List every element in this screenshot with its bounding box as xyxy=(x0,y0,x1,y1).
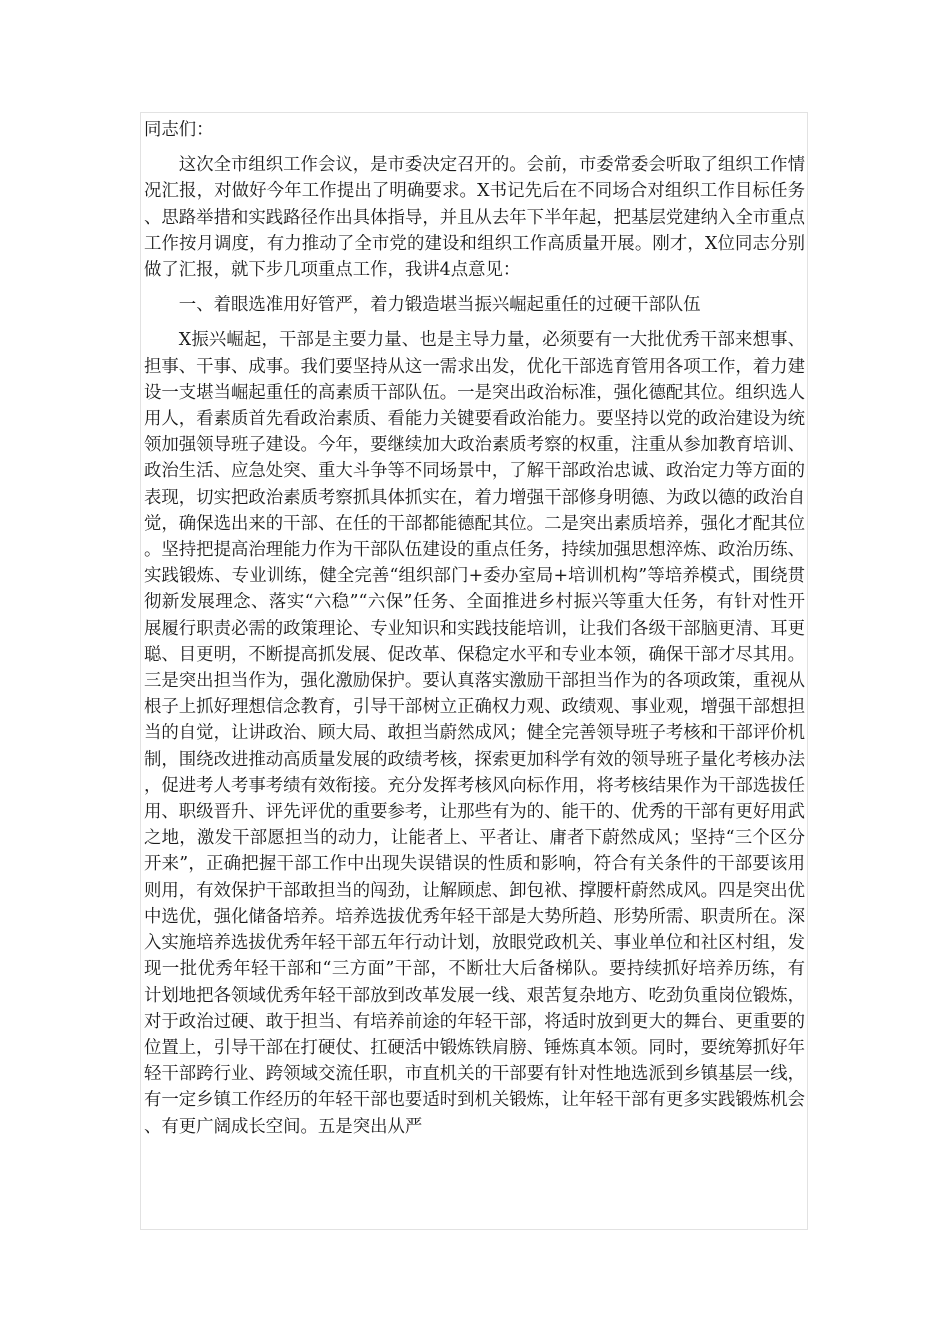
intro-paragraph: 这次全市组织工作会议，是市委决定召开的。会前，市委常委会听取了组织工作情况汇报，对做好今年工作提出了明确要求。X书记先后在不同场合对组织工作目标任务、思路举措和实践路径作出具体指导，并且从去年下半年起，把基层党建纳入全市重点工作按月调度，有力推动了全市党的建设和组织工作高质量开展。刚才，X位同志分别做了汇报，就下步几项重点工作，我讲4点意见： xyxy=(144,155,805,281)
document-page xyxy=(140,112,808,1230)
section-heading: 一、着眼选准用好管严，着力锻造堪当振兴崛起重任的过硬干部队伍 xyxy=(178,295,701,316)
salutation: 同志们： xyxy=(144,120,214,140)
body-paragraph: X振兴崛起，干部是主要力量、也是主导力量，必须要有一大批优秀干部来想事、担事、干事、成事。我们要坚持从这一需求出发，优化干部选育管用各项工作，着力建设一支堪当崛起重任的高素质干部队伍。一是突出政治标准，强化德配其位。组织选人用人，看素质首先看政治素质、看能力关键要看政治能力。要坚持以党的政治建设为统领加强领导班子建设。今年，要继续加大政治素质考察的权重，注重从参加教育培训、政治生活、应急处突、重大斗争等不同场景中，了解干部政治忠诚、政治定力等方面的表现，切实把政治素质考察抓具体抓实在，着力增强干部修身明德、为政以德的政治自觉，确保选出来的干部、在任的干部都能德配其位。二是突出素质培养，强化才配其位。坚持把提高治理能力作为干部队伍建设的重点任务，持续加强思想淬炼、政治历练、实践锻炼、专业训练，健全完善“组织部门+委办室局+培训机构”等培养模式，围绕贯彻新发展理念、落实“六稳”“六保”任务、全面推进乡村振兴等重大任务，有针对性开展履行职责必需的政策理论、专业知识和实践技能培训，让我们各级干部脑更清、耳更聪、目更明，不断提高抓发展、促改革、保稳定水平和专业本领，确保干部才尽其用。三是突出担当作为，强化激励保护。要认真落实激励干部担当作为的各项政策，重视从根子上抓好理想信念教育，引导干部树立正确权力观、政绩观、事业观，增强干部想担当的自觉，让讲政治、顾大局、敢担当蔚然成风；健全完善领导班子考核和干部评价机制，围绕改进推动高质量发展的政绩考核，探索更加科学有效的领导班子量化考核办法，促进考人考事考绩有效衔接。充分发挥考核风向标作用，将考核结果作为干部选拔任用、职级晋升、评先评优的重要参考，让那些有为的、能干的、优秀的干部有更好用武之地，激发干部愿担当的动力，让能者上、平者让、庸者下蔚然成风；坚持“三个区分开来”，正确把握干部工作中出现失误错误的性质和影响，符合有关条件的干部要该用则用，有效保护干部敢担当的闯劲，让解顾虑、卸包袱、撑腰杆蔚然成风。四是突出优中选优，强化储备培养。培养选拔优秀年轻干部是大势所趋、形势所需、职责所在。深入实施培养选拔优秀年轻干部五年行动计划，放眼党政机关、事业单位和社区村组，发现一批优秀年轻干部和“三方面”干部，不断壮大后备梯队。要持续抓好培养历练，有计划地把各领域优秀年轻干部放到改革发展一线、艰苦复杂地方、吃劲负重岗位锻炼，对于政治过硬、敢于担当、有培养前途的年轻干部，将适时放到更大的舞台、更重要的位置上，引导干部在打硬仗、扛硬活中锻炼铁肩膀、锤炼真本领。同时，要统筹抓好年轻干部跨行业、跨领域交流任职，市直机关的干部要有针对性地选派到乡镇基层一线，有一定乡镇工作经历的年轻干部也要适时到机关锻炼，让年轻干部有更多实践锻炼机会、有更广阔成长空间。五是突出从严 xyxy=(144,330,805,1137)
document-body xyxy=(144,117,805,1140)
